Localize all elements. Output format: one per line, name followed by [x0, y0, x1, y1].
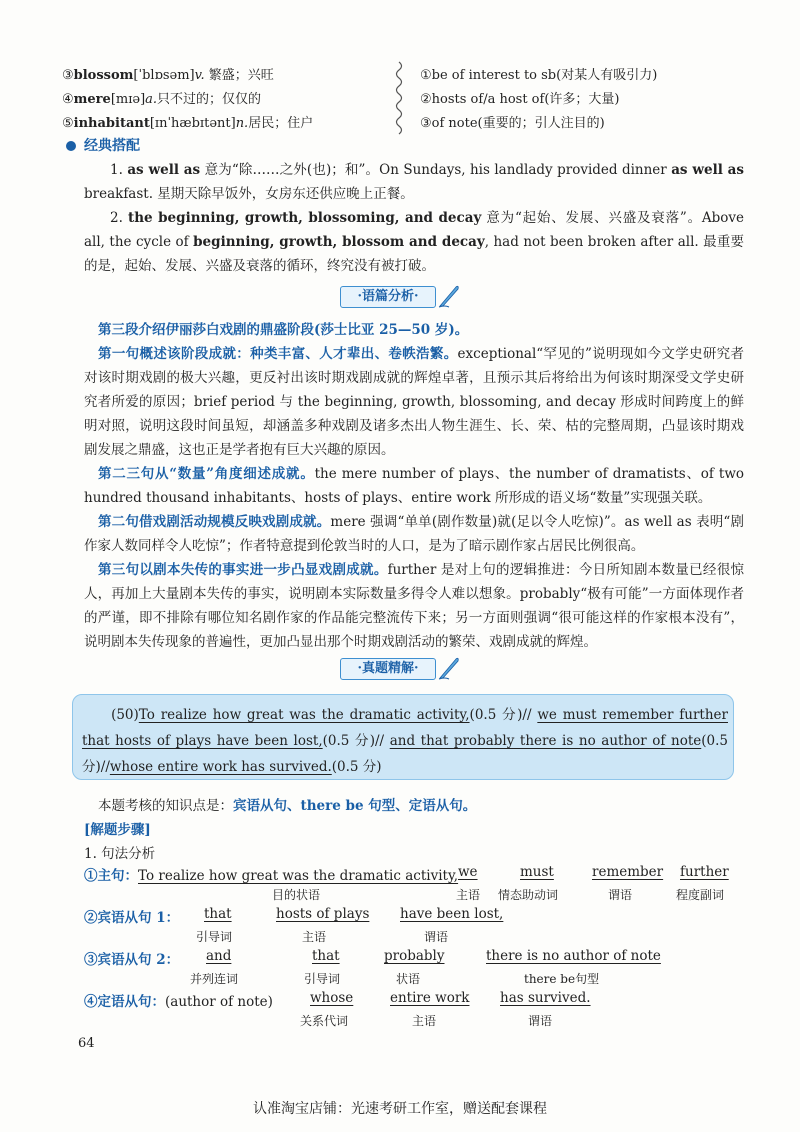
syntax-subheading: 1. 句法分析 [84, 846, 156, 862]
analysis-sentence-23: 第二三句从“数量”角度细述成就。the mere number of plays、the number of dramatists、of two hundred thousand inhabitants、hosts of plays、entire work 所形成的语义场“数量”实现强关联。 [84, 466, 744, 506]
vocab-item [62, 88, 392, 112]
vocab-word: blossom [73, 68, 134, 83]
syntax-role: 并列连词 [190, 972, 239, 986]
syntax-token: and [206, 948, 232, 964]
quill-icon [438, 656, 460, 680]
analysis-sentence-1: 第一句概述该阶段成就：种类丰富、人才辈出、卷帙浩繁。exceptional“罕见的”说明现如今文学史研究者对该时期戏剧的极大兴趣，更反衬出该时期戏剧成就的辉煌卓著，且预示其后将给出为何该时期深受文学史研究者所爱的原因；brief period 与 the beginning, growth, blossoming, and decay 形成时间跨度上的鲜明对照，说明这段时间虽短，却涵盖多种戏剧及诸多杰出人物生涯生、长、荣、枯的完整周期，凸显该时期戏剧发展之鼎盛，这也正是学者抱有巨大兴趣的原因。 [84, 346, 745, 458]
syntax-token: must [520, 864, 554, 880]
steps-heading: [解题步骤] [84, 822, 151, 838]
syntax-role: 主语 [412, 1014, 437, 1028]
syntax-role: 引导词 [196, 930, 233, 944]
vocab-pos: v. [194, 68, 205, 83]
syntax-role: 情态助动词 [498, 888, 559, 902]
syntax-token: has survived. [500, 990, 591, 1006]
bullet-dot-icon [66, 141, 76, 151]
vocab-phonetic: [ɪnˈhæbɪtənt] [149, 116, 236, 131]
syntax-token: whose [310, 990, 354, 1006]
vocab-num: ④ [62, 92, 74, 107]
vocab-word: inhabitant [73, 116, 150, 131]
vocab-item [62, 64, 392, 88]
squiggle-divider-icon [392, 60, 406, 140]
syntax-token: that [312, 948, 340, 964]
collocation-para-2: 2. the beginning, growth, blossoming, and decay 意为“起始、发展、兴盛及衰落”。Above all, the cycle of beginning, growth, blossom and decay, had not been broken after all. 最重要的是，起始、发展、兴盛及衰落的循环，终究没有被打破。 [84, 210, 744, 274]
syntax-role: 主语 [302, 930, 327, 944]
collocation-para-1: 1. as well as 意为“除……之外(也)；和”。On Sundays, his landlady provided dinner as well as breakfast. 星期天除早饭外，女房东还供应晚上正餐。 [84, 162, 745, 202]
page-number: 64 [78, 1036, 95, 1051]
vocab-pos: a. [145, 92, 158, 107]
analysis-sentence-3: 第三句以剧本失传的事实进一步凸显戏剧成就。further 是对上句的逻辑推进：今日所知剧本数量已经很惊人，再加上大量剧本失传的事实，说明剧本实际数量多得令人难以想象。probably“极有可能”一方面体现作者的严谨，即不排除有哪位知名剧作家的作品能完整流传下来；另一方面则强调“很可能这样的作家根本没有”，说明剧本失传现象的普遍性，更加凸显出那个时期戏剧活动的繁荣、戏剧成就的辉煌。 [84, 562, 745, 650]
answer-text: (50)To realize how great was the dramatic activity,(0.5 分)// we must remember further that hosts of plays have been lost,(0.5 分)// and that probably there is no author of note(0.5 分)//whose entire work has survived.(0.5 分) [82, 707, 728, 775]
analysis-intro: 第三段介绍伊丽莎白戏剧的鼎盛阶段(莎士比亚 25—50 岁)。 [98, 322, 469, 338]
syntax-row-4: ④定语从句：(author of note) [84, 994, 273, 1010]
syntax-token: we [458, 864, 478, 880]
phrase-item: ②hosts of/a host of(许多；大量) [420, 92, 620, 107]
vocab-def: 繁盛；兴旺 [208, 68, 274, 83]
syntax-token: hosts of plays [276, 906, 370, 922]
syntax-row-2-label: ②宾语从句 1： [84, 910, 180, 926]
syntax-role: 谓语 [528, 1014, 553, 1028]
syntax-role: 谓语 [424, 930, 449, 944]
syntax-role: 引导词 [304, 972, 341, 986]
phrase-item: ①be of interest to sb(对某人有吸引力) [420, 68, 658, 83]
syntax-token: probably [384, 948, 445, 964]
vocab-word: mere [73, 92, 111, 107]
footer-watermark: 认准淘宝店铺：光速考研工作室，赠送配套课程 [253, 1101, 547, 1117]
vocab-phonetic: [ˈblɒsəm] [133, 68, 195, 83]
vocab-item [62, 112, 392, 136]
syntax-token: that [204, 906, 232, 922]
phrase-item: ③of note(重要的；引人注目的) [420, 116, 605, 131]
syntax-token: have been lost, [400, 906, 504, 922]
syntax-role: 主语 [456, 888, 481, 902]
syntax-role: 谓语 [608, 888, 633, 902]
syntax-role: 目的状语 [272, 888, 321, 902]
analysis-sentence-2: 第二句借戏剧活动规模反映戏剧成就。mere 强调“单单(剧作数量)就(足以令人吃惊)”。as well as 表明“剧作家人数同样令人吃惊”；作者特意提到伦敦当时的人口，是为了暗示剧作家占居民比例很高。 [84, 514, 744, 554]
syntax-token: entire work [390, 990, 470, 1006]
syntax-row-1: ①主句：To realize how great was the dramatic activity, [84, 868, 459, 884]
syntax-token: there is no author of note [486, 948, 661, 964]
knowledge-points: 本题考核的知识点是：宾语从句、there be 句型、定语从句。 [98, 798, 477, 814]
analysis-banner: ·语篇分析· [340, 284, 458, 308]
syntax-row-3-label: ③宾语从句 2： [84, 952, 180, 968]
vocab-phonetic: [mɪə] [110, 92, 146, 107]
vocab-def: 居民；住户 [248, 116, 314, 131]
vocab-pos: n. [235, 116, 249, 131]
exam-banner: ·真题精解· [340, 656, 458, 680]
vocab-list [62, 64, 392, 136]
syntax-token: remember [592, 864, 664, 880]
vocab-num: ③ [62, 68, 74, 83]
collocation-heading: 经典搭配 [66, 135, 140, 155]
syntax-role: there be句型 [524, 972, 600, 986]
syntax-token: further [680, 864, 729, 880]
vocab-num: ⑤ [62, 116, 74, 131]
syntax-role: 关系代词 [300, 1014, 349, 1028]
quill-icon [438, 284, 460, 308]
syntax-role: 程度副词 [676, 888, 725, 902]
vocab-def: 只不过的；仅仅的 [157, 92, 262, 107]
phrase-list [420, 64, 750, 136]
syntax-role: 状语 [396, 972, 421, 986]
